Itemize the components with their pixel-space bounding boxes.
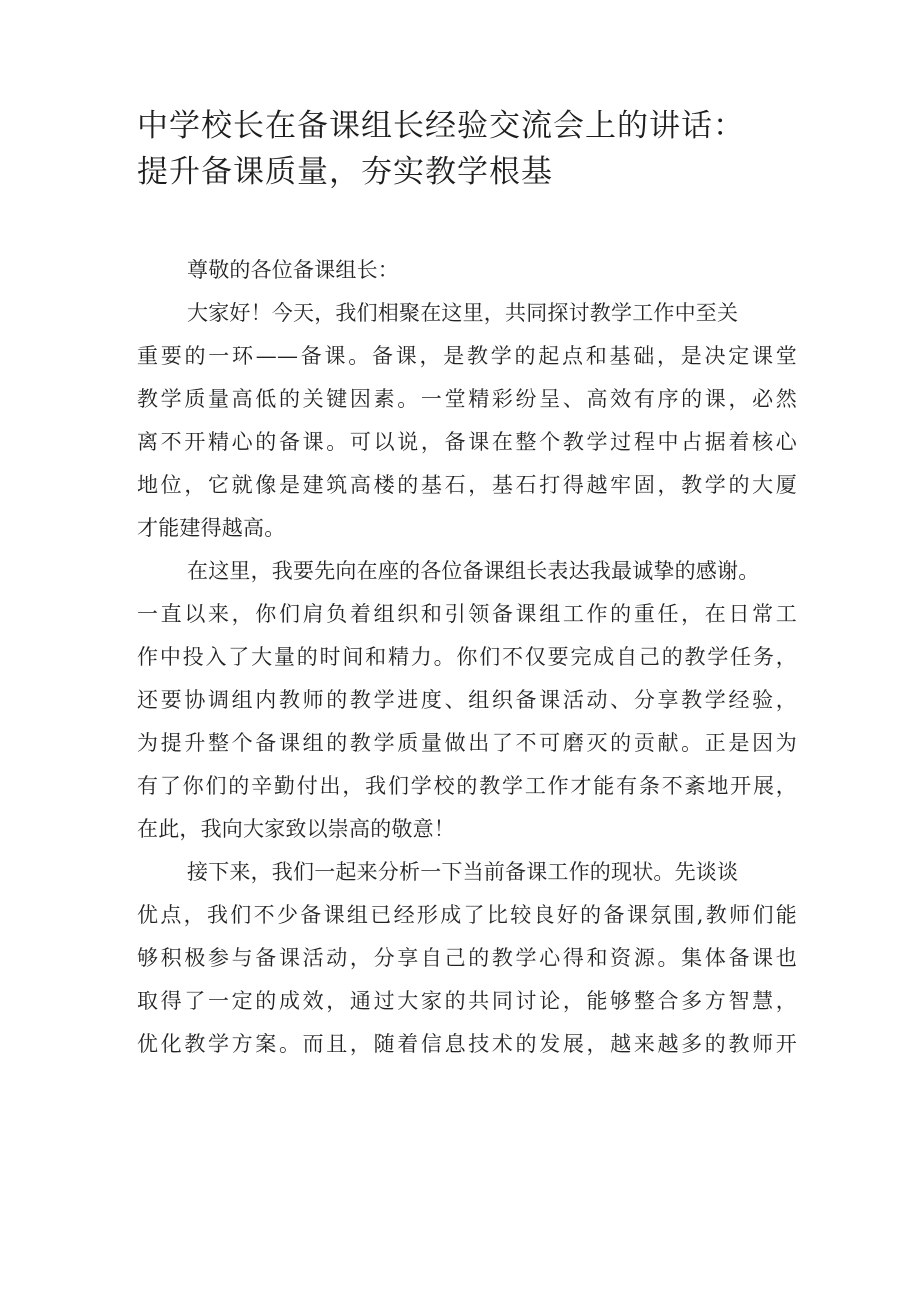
title-line-2: 提升备课质量，夯实教学根基 (137, 154, 553, 190)
paragraph-3-line-5: 优化教学方案。而且，随着信息技术的发展，越来越多的教师开 (137, 1032, 797, 1056)
title-line-1: 中学校长在备课组长经验交流会上的讲话： (137, 108, 745, 144)
paragraph-2-line-7: 在此，我向大家致以崇高的敬意！ (137, 817, 455, 841)
paragraph-3-line-4: 取得了一定的成效，通过大家的共同讨论，能够整合多方智慧， (137, 989, 797, 1013)
paragraph-1-line-4: 离不开精心的备课。可以说，备课在整个教学过程中占据着核心 (137, 430, 797, 454)
paragraph-1-line-6: 才能建得越高。 (137, 516, 286, 540)
paragraph-1-line-2: 重要的一环——备课。备课，是教学的起点和基础，是决定课堂 (137, 344, 797, 368)
paragraph-2-line-3: 作中投入了大量的时间和精力。你们不仅要完成自己的教学任务， (137, 645, 797, 669)
paragraph-1-line-5: 地位，它就像是建筑高楼的基石，基石打得越牢固，教学的大厦 (137, 473, 797, 497)
paragraph-2-line-1: 在这里，我要先向在座的各位备课组长表达我最诚挚的感谢。 (187, 559, 760, 583)
paragraph-3-line-2: 优点，我们不少备课组已经形成了比较良好的备课氛围,教师们能 (137, 903, 797, 927)
paragraph-1-line-1: 大家好！今天，我们相聚在这里，共同探讨教学工作中至关 (187, 301, 739, 325)
paragraph-3-line-1: 接下来，我们一起来分析一下当前备课工作的现状。先谈谈 (187, 860, 739, 884)
salutation: 尊敬的各位备课组长： (187, 258, 399, 282)
paragraph-2-line-4: 还要协调组内教师的教学进度、组织备课活动、分享教学经验， (137, 688, 797, 712)
paragraph-1-line-3: 教学质量高低的关键因素。一堂精彩纷呈、高效有序的课，必然 (137, 387, 797, 411)
paragraph-2-line-5: 为提升整个备课组的教学质量做出了不可磨灭的贡献。正是因为 (137, 731, 797, 755)
paragraph-2-line-2: 一直以来，你们肩负着组织和引领备课组工作的重任，在日常工 (137, 602, 797, 626)
document-title (137, 103, 837, 195)
paragraph-3-line-3: 够积极参与备课活动，分享自己的教学心得和资源。集体备课也 (137, 946, 797, 970)
paragraph-2-line-6: 有了你们的辛勤付出，我们学校的教学工作才能有条不紊地开展， (137, 774, 797, 798)
document-body (137, 249, 797, 1066)
